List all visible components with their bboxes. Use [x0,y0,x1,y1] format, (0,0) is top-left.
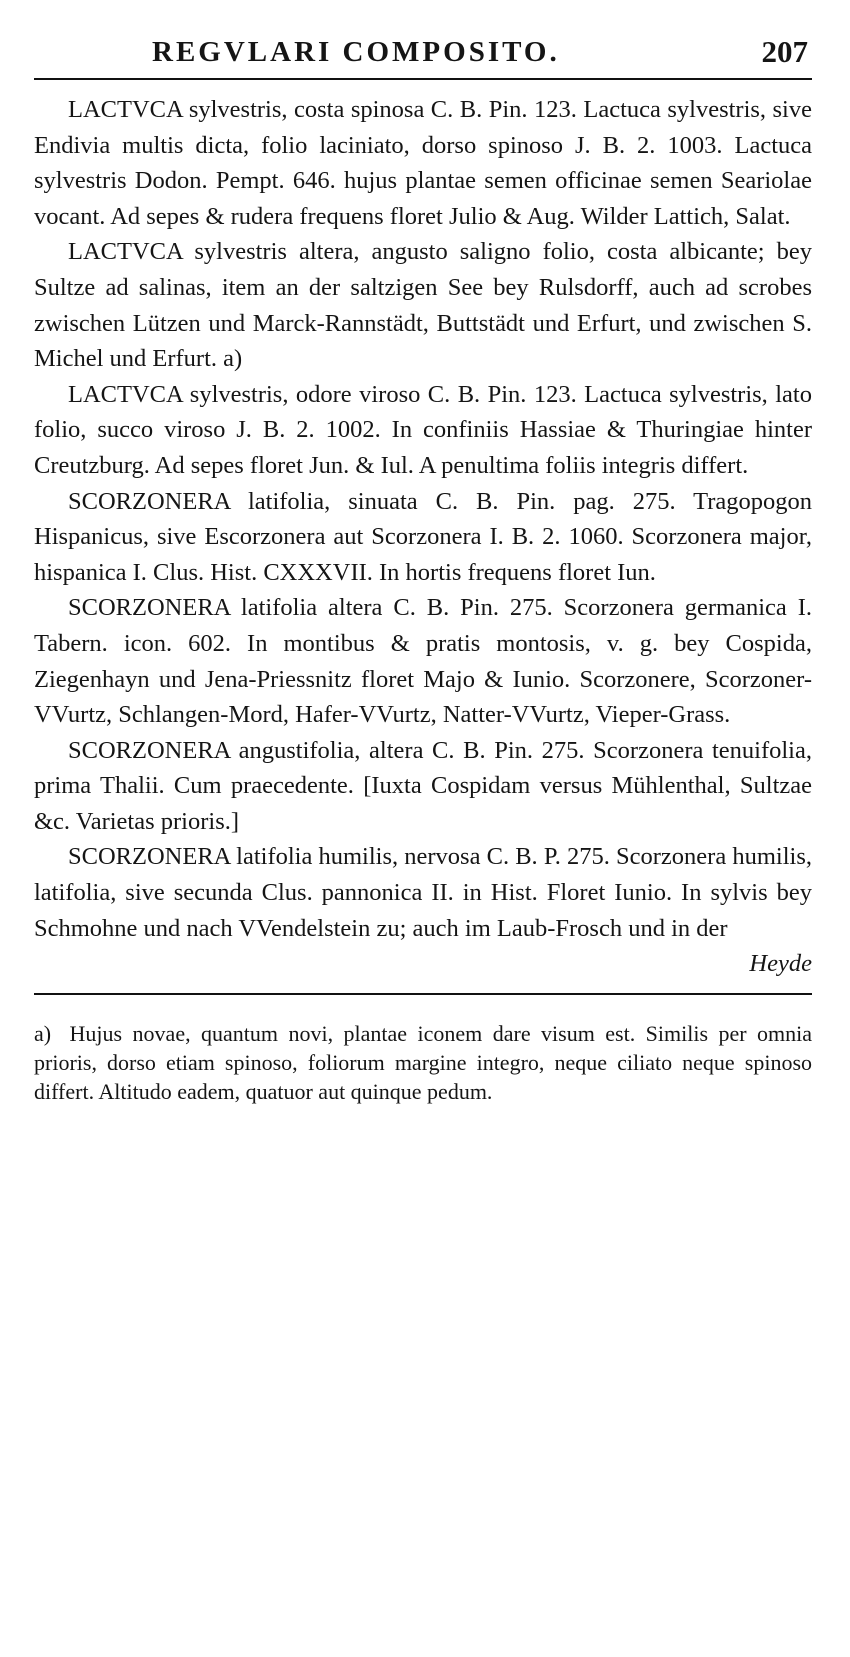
page-number: 207 [761,34,808,69]
entry-scorzonera-humilis: SCORZONERA latifolia humilis, nervosa C. B. P. 275. Scorzonera humilis, latifolia, sive secunda Clus. pannonica II. in Hist. Floret Iunio. In sylvis bey Schmohne und nach VVendelstein zu; auch im Laub-Frosch und in der [34,843,812,942]
footnote-text: Hujus novae, quantum novi, plantae iconem dare visum est. Similis per omnia prioris, dorso etiam spinoso, foliorum margine integro, neque ciliato neque spinoso differt. Altitudo eadem, quatuor aut quinque pedum. [34,1021,813,1105]
footnote [34,1019,812,1106]
footnote-rule [34,993,812,995]
entry-lactuca-sylvestris-spinosa: LACTVCA sylvestris, costa spinosa C. B. Pin. 123. Lactuca sylvestris, sive Endivia multis dicta, folio laciniato, dorso spinoso J. B. 2. 1003. Lactuca sylvestris Dodon. Pempt. 646. hujus plantae semen officinae semen Seariolae vocant. Ad sepes & rudera frequens floret Julio & Aug. Wilder Lattich, Salat. [34,96,812,230]
entry-lactuca-sylvestris-virosa: LACTVCA sylvestris, odore viroso C. B. Pin. 123. Lactuca sylvestris, lato folio, succo viroso J. B. 2. 1002. In confiniis Hassiae & Thuringiae hinter Creutzburg. Ad sepes floret Jun. & Iul. A penultima foliis integris differt. [34,380,812,479]
catchword: Heyde [749,950,812,978]
entry-lactuca-sylvestris-altera: LACTVCA sylvestris altera, angusto saligno folio, costa albicante; bey Sultze ad salinas, item an der saltzigen See bey Rulsdorff, auch ad scrobes zwischen Lützen und Marck-Rannstädt, Buttstädt und Erfurt, und zwischen S. Michel und Erfurt. a) [34,238,812,373]
entries-list [34,80,812,946]
running-head: REGVLARI COMPOSITO. [152,36,560,68]
entry-scorzonera-latifolia-altera: SCORZONERA latifolia altera C. B. Pin. 275. Scorzonera germanica I. Tabern. icon. 602. In montibus & pratis montosis, v. g. bey Cospida, Ziegenhayn und Jena-Priessnitz floret Majo & Iunio. Scorzonere, Scorzoner-VVurtz, Schlangen-Mord, Hafer-VVurtz, Natter-VVurtz, Vieper-Grass. [34,594,812,729]
entry-scorzonera-angustifolia: SCORZONERA angustifolia, altera C. B. Pin. 275. Scorzonera tenuifolia, prima Thalii. Cum praecedente. [Iuxta Cospidam versus Mühlenthal, Sultzae &c. Varietas prioris.] [34,736,812,835]
entry-scorzonera-latifolia-sinuata: SCORZONERA latifolia, sinuata C. B. Pin. pag. 275. Tragopogon Hispanicus, sive Escorzonera aut Scorzonera I. B. 2. 1060. Scorzonera major, hispanica I. Clus. Hist. CXXXVII. In hortis frequens floret Iun. [34,487,812,586]
page-header [34,24,812,80]
footnote-mark: a) [34,1021,52,1047]
